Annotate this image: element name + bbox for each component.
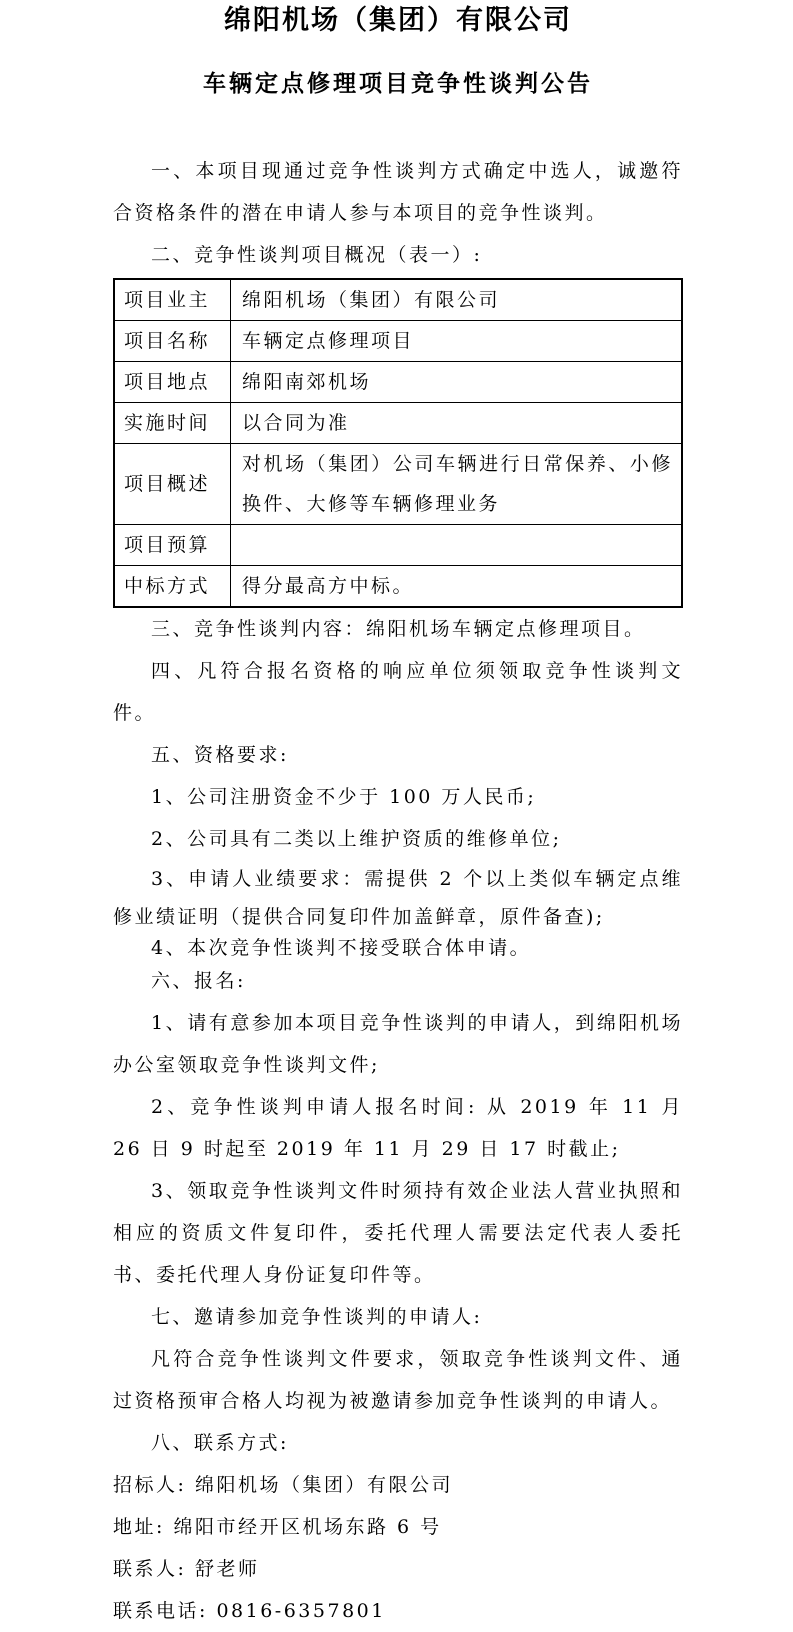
row-label: 中标方式 <box>114 566 231 608</box>
row-value: 车辆定点修理项目 <box>231 321 683 362</box>
qualification-item-3: 3、申请人业绩要求：需提供 2 个以上类似车辆定点维修业绩证明（提供合同复印件加盖鲜章，原件备查); <box>113 868 683 928</box>
document-subtitle <box>113 64 683 104</box>
row-value: 以合同为准 <box>231 403 683 444</box>
row-label: 项目地点 <box>114 362 231 403</box>
table-row-project-owner <box>114 279 682 321</box>
row-value <box>231 525 683 566</box>
contact-person: 联系人: 舒老师 <box>113 1558 260 1580</box>
document-body <box>113 150 683 1632</box>
row-label: 项目预算 <box>114 525 231 566</box>
qualification-item-4: 4、本次竞争性谈判不接受联合体申请。 <box>151 937 532 959</box>
subtitle-project-name: 车辆定点修理项目 <box>203 70 411 97</box>
para-document-collection: 四、凡符合报名资格的响应单位须领取竞争性谈判文件。 <box>113 660 683 724</box>
table-row-project-budget <box>114 525 682 566</box>
para-registration-heading: 六、报名: <box>151 970 246 992</box>
row-value: 得分最高方中标。 <box>231 566 683 608</box>
table-row-project-location <box>114 362 682 403</box>
para-qualification-heading: 五、资格要求: <box>151 744 289 766</box>
qualification-item-2: 2、公司具有二类以上维护资质的维修单位; <box>151 828 562 850</box>
registration-item-3: 3、领取竞争性谈判文件时须持有效企业法人营业执照和相应的资质文件复印件，委托代理人需要法定代表人委托书、委托代理人身份证复印件等。 <box>113 1180 683 1286</box>
para-invitation-heading: 七、邀请参加竞争性谈判的申请人: <box>151 1306 483 1328</box>
table-row-implementation-time <box>114 403 682 444</box>
project-overview-table <box>113 278 683 608</box>
row-label: 实施时间 <box>114 403 231 444</box>
table-row-award-method <box>114 566 682 608</box>
registration-item-1: 1、请有意参加本项目竞争性谈判的申请人，到绵阳机场办公室领取竞争性谈判文件; <box>113 1012 683 1076</box>
contact-bidder: 招标人: 绵阳机场（集团）有限公司 <box>113 1474 453 1496</box>
row-label: 项目名称 <box>114 321 231 362</box>
registration-item-2: 2、竞争性谈判申请人报名时间: 从 2019 年 11 月 26 日 9 时起至 2019 年 11 月 29 日 17 时截止; <box>113 1096 683 1160</box>
subtitle-announcement-type: 竞争性谈判公告 <box>411 71 593 97</box>
para-overview-heading: 二、竞争性谈判项目概况（表一）: <box>151 244 483 266</box>
para-invitation-body: 凡符合竞争性谈判文件要求，领取竞争性谈判文件、通过资格预审合格人均视为被邀请参加竞争性谈判的申请人。 <box>113 1348 683 1412</box>
row-value: 绵阳机场（集团）有限公司 <box>231 279 683 321</box>
document-title: 绵阳机场（集团）有限公司 <box>224 5 572 36</box>
contact-phone: 联系电话: 0816-6357801 <box>113 1600 386 1622</box>
qualification-item-1: 1、公司注册资金不少于 100 万人民币; <box>151 786 537 808</box>
para-contact-heading: 八、联系方式: <box>151 1432 289 1454</box>
row-value: 绵阳南郊机场 <box>231 362 683 403</box>
contact-address: 地址: 绵阳市经开区机场东路 6 号 <box>113 1516 442 1538</box>
table-row-project-name <box>114 321 682 362</box>
row-value: 对机场（集团）公司车辆进行日常保养、小修换件、大修等车辆修理业务 <box>231 444 683 525</box>
table-row-project-overview <box>114 444 682 525</box>
para-negotiation-content: 三、竞争性谈判内容：绵阳机场车辆定点修理项目。 <box>151 618 646 640</box>
para-intro: 一、本项目现通过竞争性谈判方式确定中选人，诚邀符合资格条件的潜在申请人参与本项目的竞争性谈判。 <box>113 160 683 224</box>
row-label: 项目概述 <box>114 444 231 525</box>
row-label: 项目业主 <box>114 279 231 321</box>
